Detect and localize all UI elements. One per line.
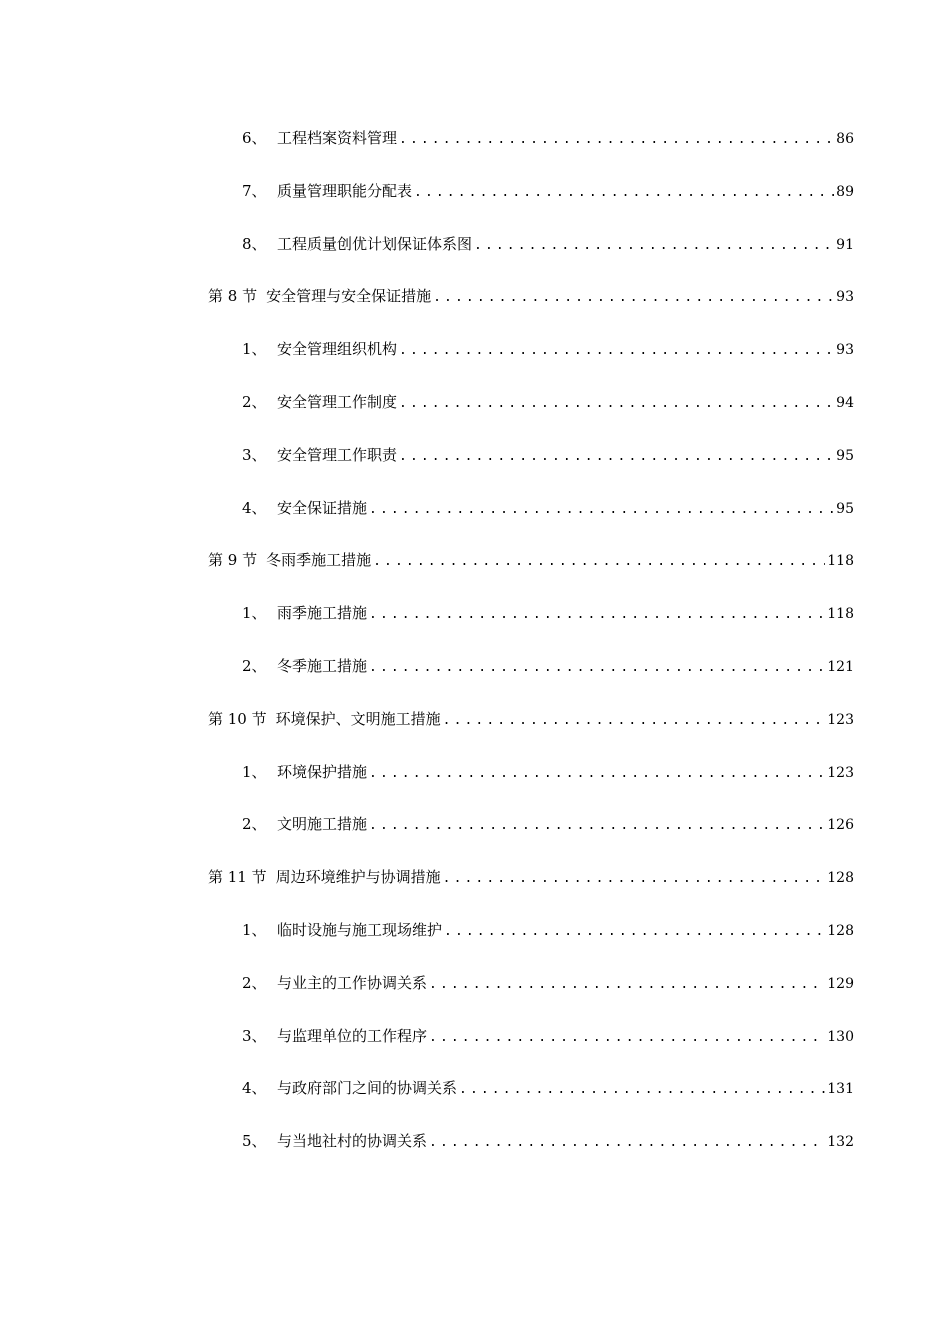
toc-dot-leader bbox=[369, 496, 834, 524]
toc-entry-page: 93 bbox=[836, 342, 854, 359]
toc-entry-title: 工程质量创优计划保证体系图 bbox=[277, 234, 473, 253]
toc-entry-number: 1、 bbox=[242, 340, 267, 359]
toc-entry-number: 2、 bbox=[242, 815, 267, 834]
toc-entry-page: 131 bbox=[827, 1081, 854, 1098]
toc-dot-leader bbox=[399, 443, 834, 471]
toc-dot-leader bbox=[459, 1076, 825, 1104]
toc-entry[interactable] bbox=[208, 388, 854, 441]
toc-dot-leader bbox=[443, 865, 826, 893]
toc-entry[interactable] bbox=[208, 441, 854, 494]
toc-entry[interactable] bbox=[208, 177, 854, 230]
toc-entry-number: 6、 bbox=[242, 129, 267, 147]
toc-entry[interactable] bbox=[208, 230, 854, 283]
toc-dot-leader bbox=[399, 390, 834, 418]
toc-dot-leader bbox=[443, 707, 826, 735]
toc-dot-leader bbox=[429, 1024, 825, 1052]
toc-entry-number: 4、 bbox=[242, 1079, 267, 1098]
toc-section-page: 118 bbox=[827, 553, 854, 570]
toc-entry[interactable] bbox=[208, 1127, 854, 1180]
toc-section-number: 第 9 节 bbox=[208, 551, 258, 570]
toc-dot-leader bbox=[369, 812, 825, 840]
toc-entry-title: 安全管理工作职责 bbox=[277, 445, 398, 464]
toc-dot-leader bbox=[399, 337, 834, 365]
toc-entry-number: 3、 bbox=[242, 1026, 267, 1045]
toc-entry-page: 86 bbox=[836, 131, 854, 147]
toc-section-title: 环境保护、文明施工措施 bbox=[275, 709, 441, 728]
toc-dot-leader bbox=[433, 284, 834, 312]
toc-entry-number: 8、 bbox=[242, 234, 267, 253]
toc-entry[interactable] bbox=[208, 969, 854, 1022]
toc-entry-title: 冬季施工措施 bbox=[277, 656, 368, 675]
toc-entry-page: 91 bbox=[836, 236, 854, 253]
toc-section-page: 93 bbox=[836, 289, 854, 306]
toc-entry-page: 129 bbox=[827, 975, 854, 992]
toc-entry-page: 121 bbox=[827, 658, 854, 675]
toc-entry[interactable] bbox=[208, 1074, 854, 1127]
toc-entry-number: 1、 bbox=[242, 920, 267, 939]
toc-section-number: 第 8 节 bbox=[208, 287, 258, 306]
toc-entry[interactable] bbox=[208, 335, 854, 388]
toc-entry-title: 安全管理工作制度 bbox=[277, 392, 398, 411]
toc-section-page: 123 bbox=[827, 711, 854, 728]
toc-entry-number: 2、 bbox=[242, 392, 267, 411]
table-of-contents bbox=[208, 124, 854, 1180]
toc-entry-page: 89 bbox=[836, 183, 854, 200]
toc-entry-page: 123 bbox=[827, 764, 854, 781]
toc-entry[interactable] bbox=[208, 810, 854, 863]
toc-entry-title: 临时设施与施工现场维护 bbox=[277, 920, 443, 939]
toc-dot-leader bbox=[399, 126, 834, 154]
toc-entry-title: 质量管理职能分配表 bbox=[277, 181, 413, 200]
toc-dot-leader bbox=[429, 1129, 825, 1157]
toc-section-number: 第 11 节 bbox=[208, 868, 267, 887]
toc-dot-leader bbox=[474, 232, 834, 260]
toc-entry[interactable] bbox=[208, 758, 854, 811]
toc-entry-title: 与政府部门之间的协调关系 bbox=[277, 1079, 458, 1098]
toc-dot-leader bbox=[369, 654, 825, 682]
toc-entry-title: 环境保护措施 bbox=[277, 762, 368, 781]
toc-entry-page: 95 bbox=[836, 500, 854, 517]
toc-entry-number: 5、 bbox=[242, 1132, 267, 1151]
toc-entry-number: 2、 bbox=[242, 656, 267, 675]
toc-entry-title: 文明施工措施 bbox=[277, 815, 368, 834]
toc-dot-leader bbox=[373, 548, 825, 576]
toc-entry-number: 7、 bbox=[242, 181, 267, 200]
toc-entry-page: 128 bbox=[827, 922, 854, 939]
toc-entry-title: 工程档案资料管理 bbox=[277, 129, 398, 147]
toc-entry[interactable] bbox=[208, 652, 854, 705]
toc-entry-title: 雨季施工措施 bbox=[277, 604, 368, 623]
toc-entry[interactable] bbox=[208, 916, 854, 969]
toc-entry[interactable] bbox=[208, 599, 854, 652]
toc-entry-title: 安全管理组织机构 bbox=[277, 340, 398, 359]
toc-entry-number: 2、 bbox=[242, 973, 267, 992]
toc-entry-title: 与监理单位的工作程序 bbox=[277, 1026, 428, 1045]
toc-entry-page: 130 bbox=[827, 1028, 854, 1045]
toc-entry-number: 1、 bbox=[242, 604, 267, 623]
toc-entry-number: 4、 bbox=[242, 498, 267, 517]
toc-dot-leader bbox=[369, 760, 825, 788]
toc-section-title: 冬雨季施工措施 bbox=[266, 551, 372, 570]
toc-entry-title: 与当地社村的协调关系 bbox=[277, 1132, 428, 1151]
toc-section-page: 128 bbox=[827, 870, 854, 887]
toc-section-heading[interactable] bbox=[208, 705, 854, 758]
toc-entry-title: 安全保证措施 bbox=[277, 498, 368, 517]
toc-entry-page: 118 bbox=[827, 606, 854, 623]
toc-section-heading[interactable] bbox=[208, 863, 854, 916]
toc-dot-leader bbox=[414, 179, 834, 207]
toc-dot-leader bbox=[369, 601, 825, 629]
toc-entry-page: 95 bbox=[836, 447, 854, 464]
toc-entry-page: 126 bbox=[827, 817, 854, 834]
toc-entry-title: 与业主的工作协调关系 bbox=[277, 973, 428, 992]
toc-entry[interactable] bbox=[208, 124, 854, 177]
toc-entry-page: 94 bbox=[836, 394, 854, 411]
toc-entry-number: 1、 bbox=[242, 762, 267, 781]
toc-entry-page: 132 bbox=[827, 1134, 854, 1151]
toc-entry[interactable] bbox=[208, 494, 854, 547]
toc-section-title: 周边环境维护与协调措施 bbox=[275, 868, 441, 887]
toc-entry[interactable] bbox=[208, 1022, 854, 1075]
toc-section-title: 安全管理与安全保证措施 bbox=[266, 287, 432, 306]
toc-section-number: 第 10 节 bbox=[208, 709, 267, 728]
toc-dot-leader bbox=[444, 918, 825, 946]
toc-dot-leader bbox=[429, 971, 825, 999]
toc-section-heading[interactable] bbox=[208, 282, 854, 335]
toc-entry-number: 3、 bbox=[242, 445, 267, 464]
toc-section-heading[interactable] bbox=[208, 546, 854, 599]
